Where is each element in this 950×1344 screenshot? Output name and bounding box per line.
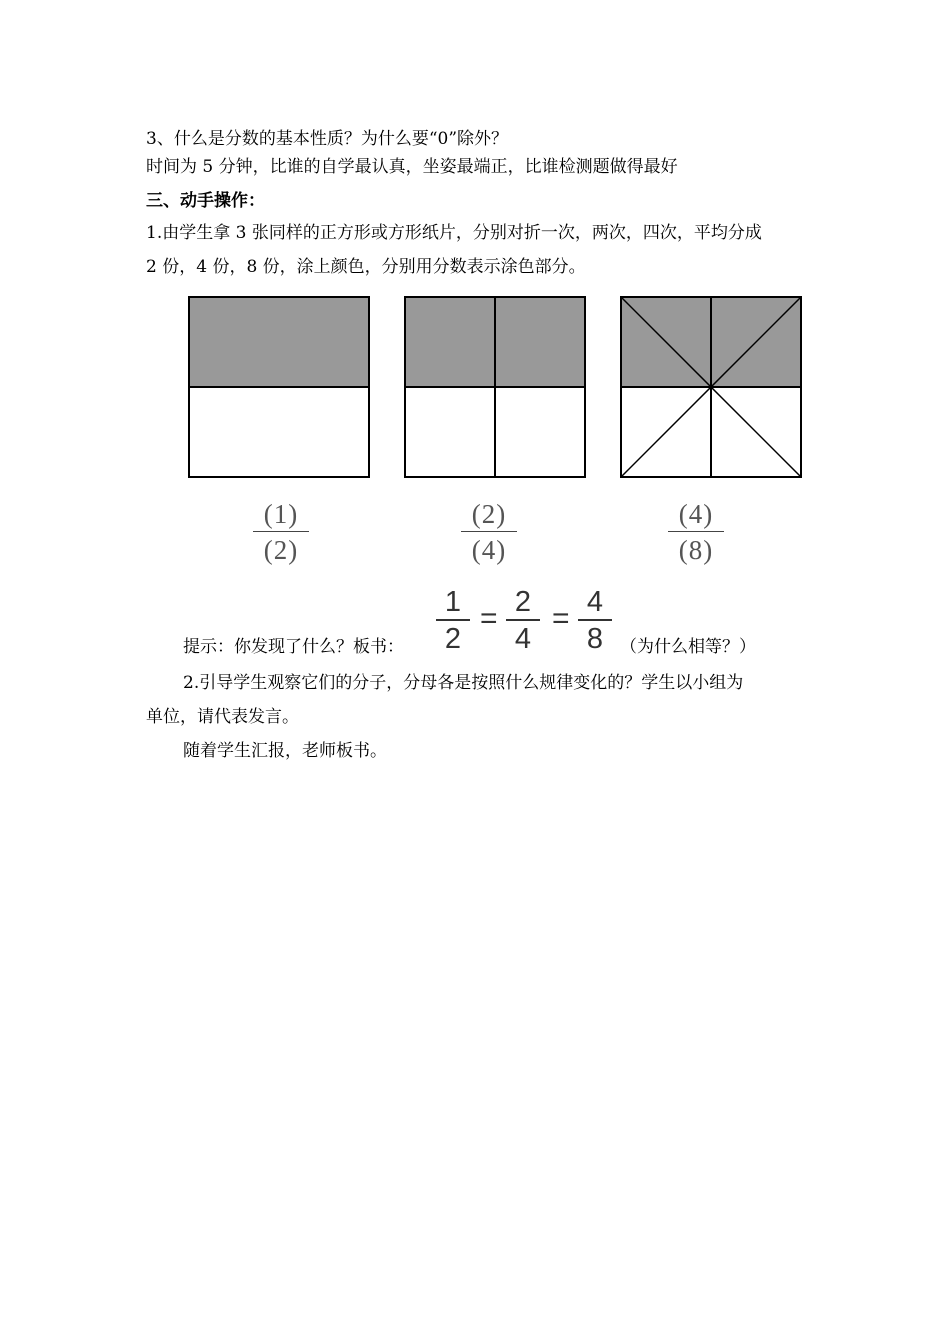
fraction-numerator: (1) [263, 499, 299, 529]
equation-fraction-1 [436, 586, 470, 655]
equation-numerator: 2 [514, 586, 532, 618]
equation-fraction-2 [506, 586, 540, 655]
equation-fraction-3 [578, 586, 612, 655]
fraction-label-eighths [656, 498, 736, 566]
question-3: 3、什么是分数的基本性质？为什么要“0”除外？ [146, 129, 509, 149]
square-quarters [405, 297, 585, 477]
fraction-label-halves [241, 498, 321, 566]
closing-line: 随着学生汇报，老师板书。 [183, 741, 387, 761]
equation-fraction-bar [506, 619, 540, 621]
equation-denominator: 2 [444, 623, 462, 655]
fraction-numerator: (4) [678, 499, 714, 529]
step-1-line-1: 1.由学生拿 3 张同样的正方形或方形纸片，分别对折一次，两次，四次，平均分成 [146, 223, 762, 243]
fraction-label-quarters [449, 498, 529, 566]
equals-sign: = [480, 602, 498, 635]
fraction-numerator: (2) [471, 499, 507, 529]
equation-fraction-bar [578, 619, 612, 621]
equals-sign: = [552, 602, 570, 635]
hint-suffix: （为什么相等？） [620, 637, 756, 657]
fraction-bar [461, 531, 517, 532]
square-halves [189, 297, 369, 477]
equation-denominator: 4 [514, 623, 532, 655]
square-eighths [621, 297, 801, 477]
step-2-line-1: 2.引导学生观察它们的分子，分母各是按照什么规律变化的？学生以小组为 [183, 673, 744, 693]
equation-fraction-bar [436, 619, 470, 621]
fraction-bar [668, 531, 724, 532]
section-title: 三、动手操作： [146, 191, 265, 211]
equation-numerator: 1 [444, 586, 462, 618]
folded-paper-figure [186, 294, 806, 480]
fraction-denominator: (2) [263, 535, 299, 565]
time-instruction: 时间为 5 分钟，比谁的自学最认真，坐姿最端正，比谁检测题做得最好 [146, 157, 678, 177]
step-1-line-2: 2 份，4 份，8 份，涂上颜色，分别用分数表示涂色部分。 [146, 257, 586, 277]
equation-numerator: 4 [586, 586, 604, 618]
hint-prefix: 提示：你发现了什么？板书： [183, 637, 404, 657]
equivalent-fractions-equation [436, 586, 616, 656]
fraction-bar [253, 531, 309, 532]
shaded-region-halves [189, 297, 369, 387]
fraction-denominator: (4) [471, 535, 507, 565]
step-2-line-2: 单位，请代表发言。 [146, 707, 299, 727]
equation-denominator: 8 [586, 623, 604, 655]
fraction-denominator: (8) [678, 535, 714, 565]
